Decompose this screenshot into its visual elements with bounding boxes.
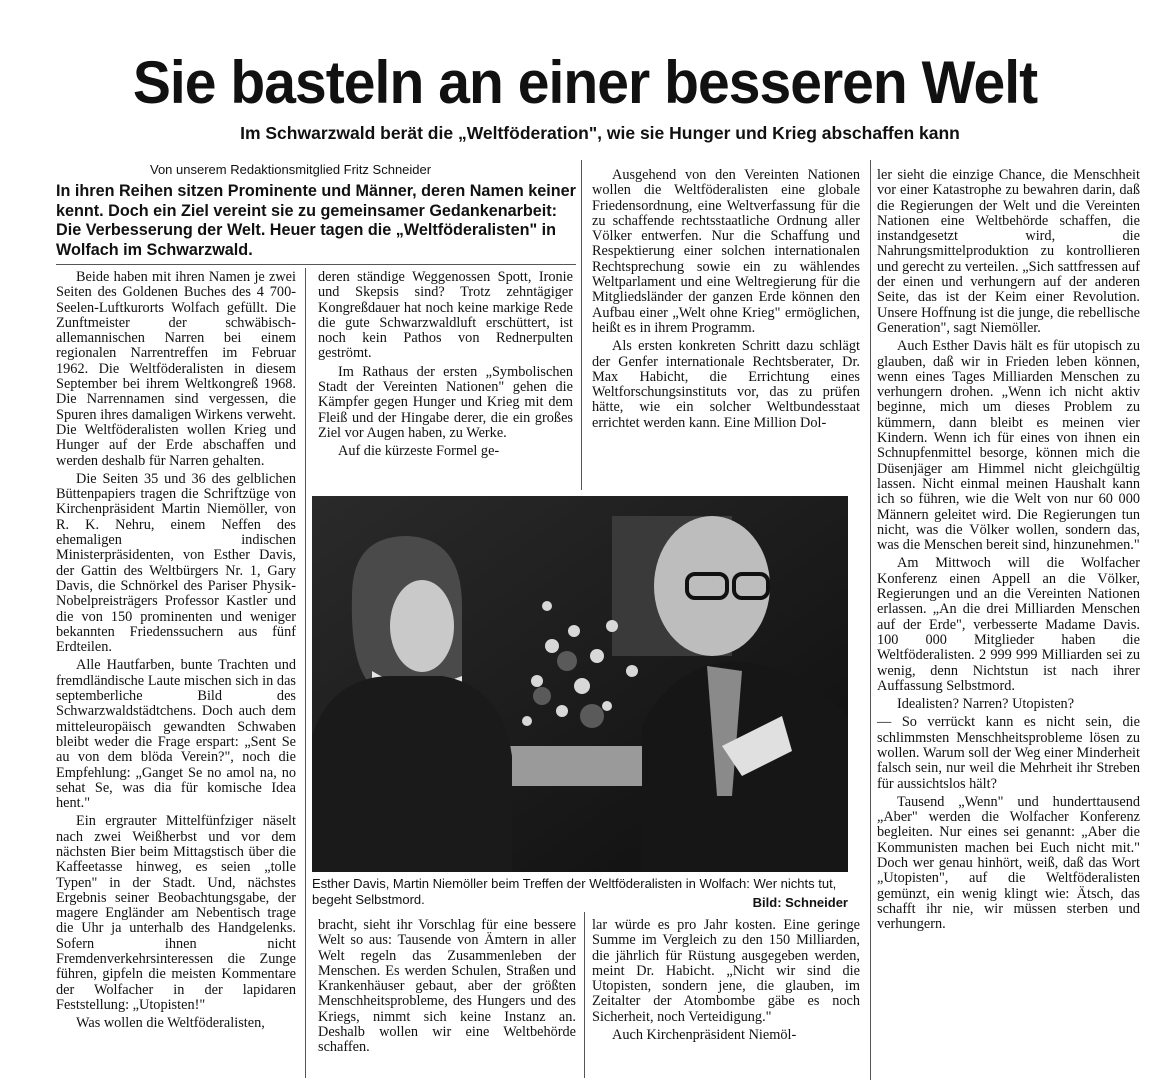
paragraph: Die Seiten 35 und 36 des gelblichen Büttenpapiers tragen die Schriftzüge von Kirchenpräsident Martin Niemöller, von R. K. Nehru, einem Neffen des ehemaligen indischen Ministerpräsidenten, von Esther Davis, der Gattin des Weltbürgers Nr. 1, Gary Davis, die Schnörkel des Pariser Physik-Nobelpreisträgers Professor Kastler und die von 150 prominenten und weniger bekannten Friedenssuchern aus fünf Erdteilen. <box>56 470 296 656</box>
column-3-top <box>592 168 860 431</box>
column-4 <box>877 168 1140 933</box>
paragraph: Auf die kürzeste Formel ge- <box>338 443 500 460</box>
paragraph: bracht, sieht ihr Vorschlag für eine bessere Welt so aus: Tausende von Ämtern in aller Welt regeln das Zusammenleben der Menschen. Es werden Schulen, Straßen und Krankenhäuser gebaut, aber der größten Menschheitsprobleme, des Hungers und des Kriegs, nimmt sich keine Instanz an. Deshalb wollen wir eine Weltbehörde schaffen. <box>318 917 576 1056</box>
paragraph: Als ersten konkreten Schritt dazu schlägt der Genfer internationale Rechtsberater, Dr. Max Habicht, die Errichtung eines Weltforschungsinstituts vor, das zu prüfen hätte, wie ein solcher Weltbundesstaat errichtet werden kann. Eine Million Dol- <box>592 338 860 431</box>
byline: Von unserem Redaktionsmitglied Fritz Schneider <box>150 162 432 177</box>
paragraph: Ausgehend von den Vereinten Nationen wollen die Weltföderalisten eine globale Friedensordnung, eine Weltverfassung für die zu schaffende rechtsstaatliche Ordnung aller Völker entwerfen. Nur die Schaffung und Respektierung einer solchen internationalen Rechtsprechung sowie ein zu wählendes Weltparlament und eine Weltregierung für die Mitgliedsländer der ganzen Erde können den Aufbau einer „Welt ohne Krieg" ermöglichen, heißt es in ihrem Programm. <box>592 167 860 336</box>
subheadline: Im Schwarzwald berät die „Weltföderation", wie sie Hunger und Krieg abschaffen kann <box>240 123 960 143</box>
paragraph: Beide haben mit ihren Namen je zwei Seiten des Goldenen Buches des 4 700-Seelen-Luftkurorts Wolfach gefüllt. Die Zunftmeister der schwäbisch-allemannischen Narren bei einem regionalen Narrentreffen im Februar 1962. Die Weltföderalisten in diesem September bei ihrem Weltkongreß 1968. Die Narrennamen sind vergessen, die Spuren ihres damaligen Wirkens verweht. Die Weltföderalisten wollen Krieg und Hunger auf der Erde abschaffen und werden deshalb für Narren gehalten. <box>56 269 296 469</box>
paragraph: Was wollen die Weltföderalisten, <box>76 1015 265 1032</box>
column-rule <box>305 268 306 1078</box>
paragraph: Auch Kirchenpräsident Niemöl- <box>612 1027 797 1044</box>
photo-illustration <box>312 496 848 872</box>
paragraph: Ein ergrauter Mittelfünfziger näselt nach zwei Weißherbst und vor dem nächsten Bier beim Mittagstisch über die Kaffeetasse hinweg, es seien „tolle Typen" in der Stadt. Und, nächstes Ergebnis seiner Beobachtungsgabe, der magere Engländer am Nebentisch trage die Uhr ja unterhalb des Handgelenks. Sofern ihnen nicht Fremdenverkehrsinteressen die Zunge führen, gipfeln die meisten Kommentare der Wolfacher in der lapidaren Feststellung: „Utopisten!" <box>56 813 296 1013</box>
lead-paragraph: In ihren Reihen sitzen Prominente und Männer, deren Namen keiner kennt. Doch ein Ziel vereint sie zu gemeinsamer Gedankenarbeit: Die Verbesserung der Welt. Heuer tagen die „Weltföderalisten" in Wolfach im Schwarzwald. <box>56 182 576 259</box>
column-rule <box>584 912 585 1078</box>
section-rule <box>56 264 576 265</box>
column-rule <box>581 160 582 490</box>
photo-credit: Bild: Schneider <box>752 895 848 910</box>
paragraph: Tausend „Wenn" und hunderttausend „Aber" werden die Wolfacher Konferenz begleiten. Nur eines sei genannt: „Aber die Kommunisten machen bei Euch nicht mit." Doch wer genau hinhört, weiß, daß das Wort „Utopisten", auf die Weltföderalisten gemünzt, ein wenig klingt wie: Ätsch, das schafft ihr nie, wir müssen sterben und verhungern. <box>877 793 1140 933</box>
paragraph: lar würde es pro Jahr kosten. Eine geringe Summe im Vergleich zu den 150 Milliarden, die jährlich für Rüstung ausgegeben werden, meint Dr. Habicht. „Nicht wir sind die Utopisten, sondern jene, die glauben, im Zeitalter der Atombombe gäbe es noch Sicherheit, noch Verteidigung." <box>592 917 860 1025</box>
column-rule <box>870 160 871 1080</box>
column-3-bottom <box>592 918 860 1043</box>
photo <box>312 496 848 872</box>
paragraph: deren ständige Weggenossen Spott, Ironie und Skepsis sind? Trotz zehntägiger Kongreßdauer hat noch keine markige Rede die gute Schwarzwaldluft erschüttert, ist noch kein Pathos von Rednerpulten geströmt. <box>318 269 573 362</box>
photo-caption: Esther Davis, Martin Niemöller beim Treffen der Weltföderalisten in Wolfach: Wer nichts tut, begeht Selbstmord. <box>312 876 837 907</box>
paragraph: Alle Hautfarben, bunte Trachten und fremdländische Laute mischen sich in das septemberliche Bild des Schwarzwaldstädtchens. Doch auch dem mitteleuropäisch gewandten Schwaben bleibt weder die Frage erspart: „Sent Se au von dem blöda Verein?", noch die Empfehlung: „Ganget Se no amol na, no sehat Se, was dia für komische Idea hent." <box>56 657 296 812</box>
headline: Sie basteln an einer besseren Welt <box>132 49 1038 116</box>
paragraph: Auch Esther Davis hält es für utopisch zu glauben, daß wir in Frieden leben können, wenn eines Tages Milliarden Menschen zu verhungern drohen. „Wenn ich nicht aktiv beginne, mich um dieses Problem zu kümmern, dann bleibt es meinen vier Kindern. Wenn ich für eines von ihnen ein Schnupfenmittel besorge, können mich die Düsenjäger am Himmel nicht gleichgültig lassen. Nicht einmal meinen Haushalt kann ich so führen, wie die Welt von nur 60 000 Männern geleitet wird. Die Regierungen tun nicht, was die Völker wollen, sondern das, was die Menschen bereit sind, hinzunehmen." <box>877 338 1140 554</box>
column-1 <box>56 270 296 1032</box>
column-2-bottom <box>318 918 576 1056</box>
paragraph: Idealisten? Narren? Utopisten? <box>897 696 1075 713</box>
paragraph: ler sieht die einzige Chance, die Menschheit vor einer Katastrophe zu bewahren darin, daß die Regierungen der Welt und die Vereinten Nationen eine Weltbehörde schaffen, die instandgesetzt wird, die Nahrungsmittelproduktion zu kontrollieren und gerecht zu verteilen. „Sich sattfressen auf der einen und verhungern auf der anderen Seite, das ist der Keim einer Revolution. Unsere Hoffnung ist die junge, die rebellische Generation", sagt Niemöller. <box>877 167 1140 336</box>
paragraph: Am Mittwoch will die Wolfacher Konferenz einen Appell an die Völker, Regierungen und an die Vereinten Nationen erlassen. „An die drei Milliarden Menschen auf der Erde", verbesserte Madame Davis. 100 000 Mitglieder haben die Weltföderalisten. 2 999 999 Milliarden sei zu wenig, denn Nichtstun ist nach ihrer Auffassung Selbstmord. <box>877 555 1140 694</box>
paragraph: — So verrückt kann es nicht sein, die schlimmsten Menschheitsprobleme lösen zu wollen. Warum soll der Weg einer Minderheit falsch sein, nur weil die Mehrheit ihr Streben für aussichtslos hält? <box>877 714 1140 792</box>
column-2-top <box>318 270 573 460</box>
paragraph: Im Rathaus der ersten „Symbolischen Stadt der Vereinten Nationen" gehen die Kämpfer gegen Hunger und Krieg mit dem Fleiß und der Hingabe derer, die ein großes Ziel vor Augen haben, zu Werke. <box>318 363 573 441</box>
